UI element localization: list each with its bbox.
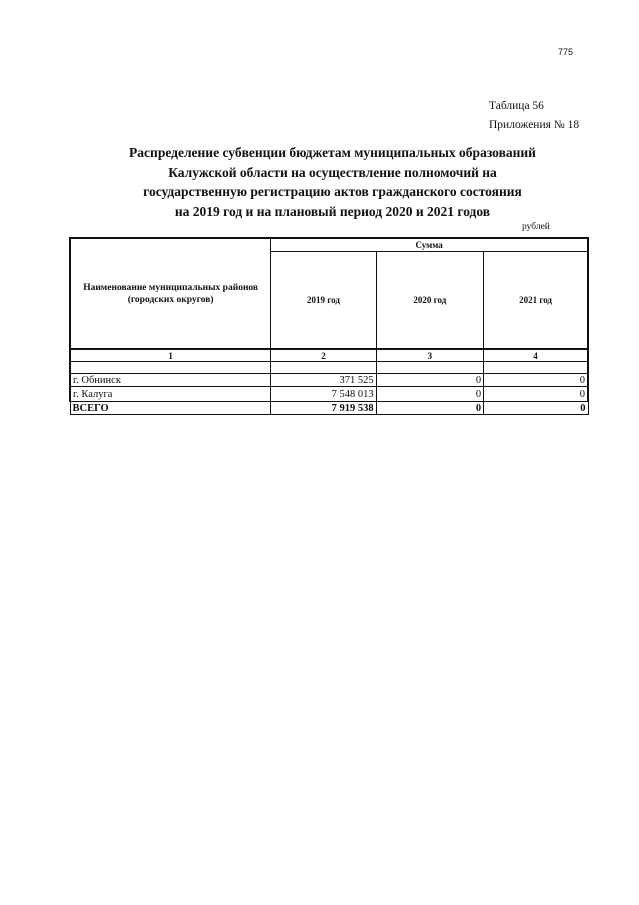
column-number-4: 4 [484, 349, 588, 362]
title-line-2: Калужской области на осуществление полномочий на [168, 164, 497, 180]
title-line-4: на 2019 год и на плановый период 2020 и 2021 годов [174, 203, 491, 219]
row-value-2020: 0 [376, 387, 483, 402]
table-label: Таблица 56 [489, 100, 544, 112]
column-number-row [70, 349, 588, 362]
column-number-3: 3 [376, 349, 483, 362]
appendix-label: Приложения № 18 [489, 119, 580, 131]
table-row [70, 387, 588, 402]
spacer-cell [271, 362, 376, 374]
spacer-cell [376, 362, 483, 374]
table-reference [489, 97, 579, 135]
subvention-table [69, 237, 589, 415]
row-value-2019: 7 548 013 [271, 387, 376, 402]
column-number-2: 2 [271, 349, 376, 362]
row-value-2019: 371 525 [271, 374, 376, 387]
header-row-1 [70, 238, 588, 252]
total-row [70, 402, 588, 415]
row-name: г. Обнинск [70, 374, 271, 387]
year-header-2021: 2021 год [484, 252, 588, 350]
row-value-2021: 0 [484, 387, 588, 402]
sum-header: Сумма [271, 238, 588, 252]
column-number-1: 1 [70, 349, 271, 362]
row-name: г. Калуга [70, 387, 271, 402]
year-header-2019: 2019 год [271, 252, 376, 350]
name-column-header: Наименование муниципальных районов (городских округов) [70, 238, 271, 349]
title-line-3: государственную регистрацию актов гражданского состояния [143, 184, 522, 199]
year-header-2020: 2020 год [376, 252, 483, 350]
document-title [60, 143, 605, 221]
total-value-2019: 7 919 538 [271, 402, 376, 415]
page-number: 775 [558, 47, 574, 57]
total-label: ВСЕГО [70, 402, 271, 415]
units-label: рублей [522, 222, 550, 232]
title-line-1: Распределение субвенции бюджетам муниципальных образований [129, 145, 536, 160]
total-value-2020: 0 [376, 402, 483, 415]
spacer-cell [70, 362, 271, 374]
row-value-2020: 0 [376, 374, 483, 387]
table-row [70, 374, 588, 387]
spacer-row [70, 362, 588, 374]
total-value-2021: 0 [484, 402, 588, 415]
row-value-2021: 0 [484, 374, 588, 387]
spacer-cell [484, 362, 588, 374]
